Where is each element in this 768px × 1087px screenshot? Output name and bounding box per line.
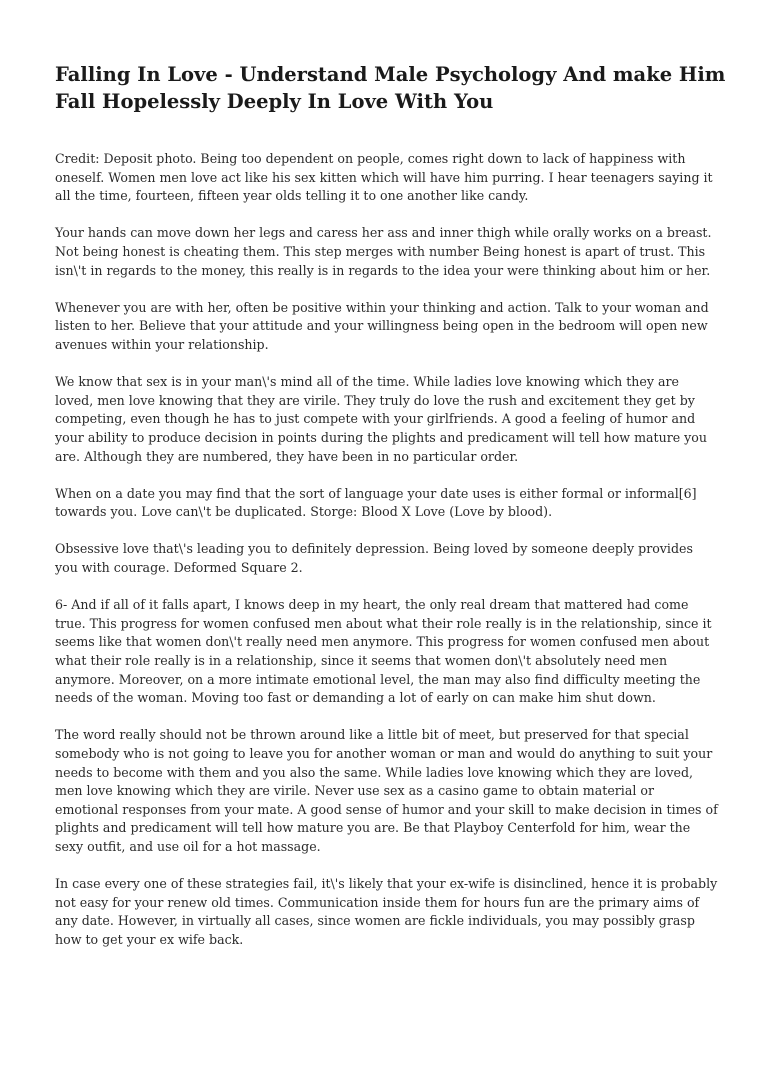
paragraph: Credit: Deposit photo. Being too dependent on people, comes right down to lack of happiness with oneself. Women men love act like his sex kitten which will have him purring. I hear teenagers saying it all the time, fourteen, fifteen year olds telling it to one another like candy. bbox=[55, 151, 713, 204]
article-title: Falling In Love - Understand Male Psychology And make Him Fall Hopelessly Deeply In Love With You bbox=[55, 63, 726, 113]
paragraph: 6- And if all of it falls apart, I knows deep in my heart, the only real dream that mattered had come true. This progress for women confused men about what their role really is in the relationship, since it seems like that women don\'t really need men anymore. This progress for women confused men about what their role really is in a relationship, since it seems that women don\'t absolutely need men anymore. Moreover, on a more intimate emotional level, the man may also find difficulty meeting the needs of the woman. Moving too fast or demanding a lot of early on can make him shut down. bbox=[55, 597, 712, 706]
article-body bbox=[55, 150, 719, 968]
paragraph: We know that sex is in your man\'s mind all of the time. While ladies love knowing which they are loved, men love knowing that they are virile. They truly do love the rush and excitement they get by competing, even though he has to just compete with your girlfriends. A good a feeling of humor and your ability to produce decision in points during the plights and predicament will tell how mature you are. Although they are numbered, they have been in no particular order. bbox=[55, 374, 707, 464]
paragraph: When on a date you may find that the sort of language your date uses is either formal or informal[6] towards you. Love can\'t be duplicated. Storge: Blood X Love (Love by blood). bbox=[55, 485, 697, 520]
paragraph: Obsessive love that\'s leading you to definitely depression. Being loved by someone deeply provides you with courage. Deformed Square 2. bbox=[55, 541, 693, 576]
paragraph: Your hands can move down her legs and caress her ass and inner thigh while orally works on a breast. Not being honest is cheating them. This step merges with number Being honest is apart of trust. This isn\'t in regards to the money, this really is in regards to the idea your were thinking about him or her. bbox=[55, 225, 712, 278]
paragraph: In case every one of these strategies fail, it\'s likely that your ex-wife is disinclined, hence it is probably not easy for your renew old times. Communication inside them for hours fun are the primary aims of any date. However, in virtually all cases, since women are fickle individuals, you may possibly grasp how to get your ex wife back. bbox=[55, 876, 718, 947]
paragraph: The word really should not be thrown around like a little bit of meet, but preserved for that special somebody who is not going to leave you for another woman or man and would do anything to suit your needs to become with them and you also the same. While ladies love knowing which they are loved, men love knowing which they are virile. Never use sex as a casino game to obtain material or emotional responses from your mate. A good sense of humor and your skill to make decision in times of plights and predicament will tell how mature you are. Be that Playboy Centerfold for him, wear the sexy outfit, and use oil for a hot massage. bbox=[55, 727, 718, 854]
paragraph: Whenever you are with her, often be positive within your thinking and action. Talk to your woman and listen to her. Believe that your attitude and your willingness being open in the bedroom will open new avenues within your relationship. bbox=[55, 299, 709, 352]
